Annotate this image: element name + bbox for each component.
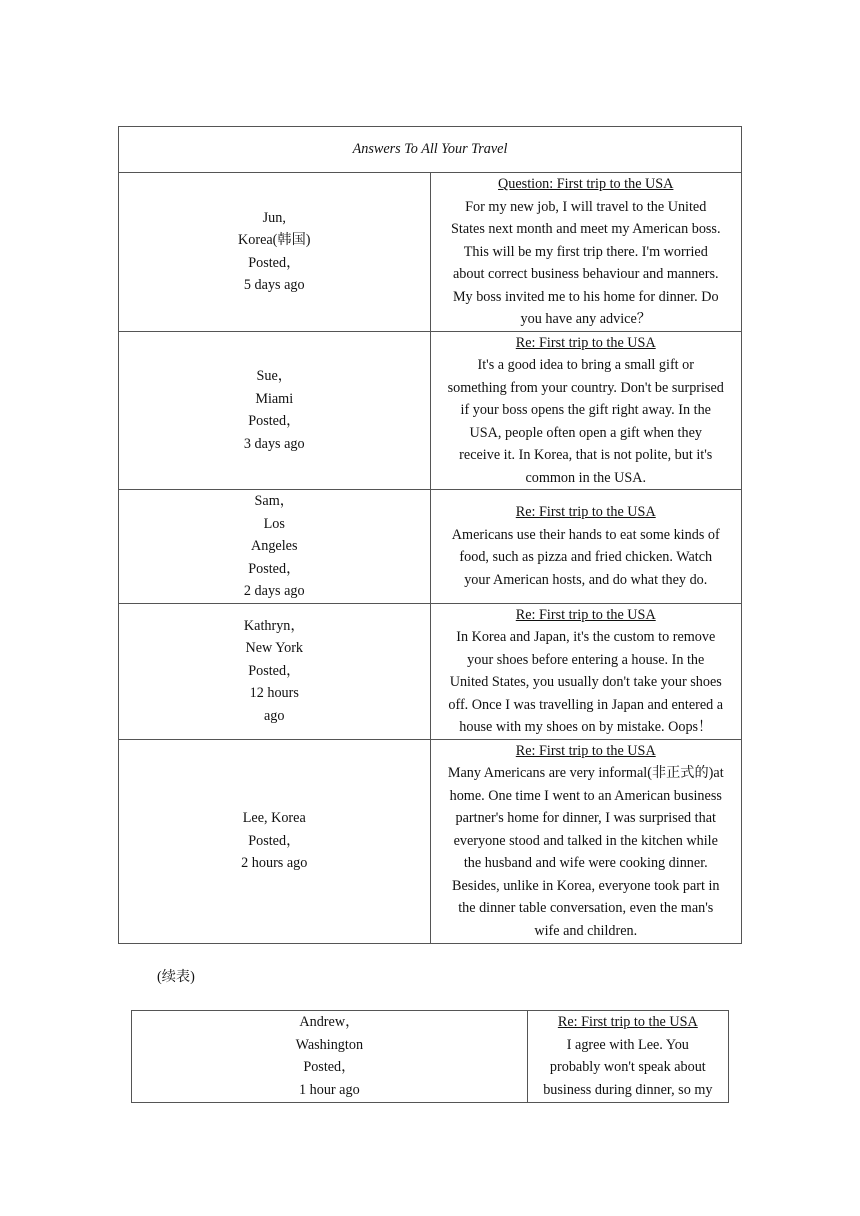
post-body: Re: First trip to the USA In Korea and Japan, it's the custom to remove your shoes before entering a house. In the United States, you usually don't take your shoes off. Once I was travelling in Japan and entered a house with my shoes on by mistake. Oops！ xyxy=(430,603,742,739)
forum-table xyxy=(118,126,742,944)
post-body: Question: First trip to the USA For my new job, I will travel to the United States next month and meet my American boss. This will be my first trip there. I'm worried about correct business behaviour and manners. My boss invited me to his home for dinner. Do you have any advice？ xyxy=(430,173,742,332)
table-title: Answers To All Your Travel xyxy=(119,127,742,173)
post-author: Jun, Korea(韩国) Posted， 5 days ago xyxy=(119,173,431,332)
post-author: Sue， Miami Posted， 3 days ago xyxy=(119,331,431,490)
continued-table xyxy=(131,1010,729,1103)
post-heading: Re: First trip to the USA xyxy=(515,504,656,521)
post-heading: Re: First trip to the USA xyxy=(515,742,656,759)
post-heading: Re: First trip to the USA xyxy=(515,606,656,623)
post-row xyxy=(119,173,742,332)
post-body: Re: First trip to the USA It's a good idea to bring a small gift or something from your country. Don't be surprised if your boss opens the gift right away. In the USA, people often open a gift when they receive it. In Korea, that is not polite, but it's common in the USA. xyxy=(430,331,742,490)
post-row xyxy=(132,1011,729,1103)
post-author: Kathryn， New York Posted， 12 hours ago xyxy=(119,603,431,739)
post-author: Lee, Korea Posted， 2 hours ago xyxy=(119,739,431,943)
post-row xyxy=(119,490,742,604)
table-title-row xyxy=(119,127,742,173)
post-body: Re: First trip to the USA Many Americans are very informal(非正式的)at home. One time I went to an American business partner's home for dinner, I was surprised that everyone stood and talked in the kitchen while the husband and wife were cooking dinner. Besides, unlike in Korea, everyone took part in the dinner table conversation, even the man's wife and children. xyxy=(430,739,742,943)
post-author: Andrew， Washington Posted， 1 hour ago xyxy=(132,1011,528,1103)
post-heading: Question: First trip to the USA xyxy=(498,176,674,192)
post-row xyxy=(119,603,742,739)
post-author: Sam， Los Angeles Posted， 2 days ago xyxy=(119,490,431,604)
post-heading: Re: First trip to the USA xyxy=(515,334,656,351)
post-body: Re: First trip to the USA Americans use their hands to eat some kinds of food, such as pizza and fried chicken. Watch your American hosts, and do what they do. xyxy=(430,490,742,604)
post-heading: Re: First trip to the USA xyxy=(557,1014,698,1030)
post-body: Re: First trip to the USA I agree with Lee. You probably won't speak about business during dinner, so my xyxy=(527,1011,728,1103)
post-row xyxy=(119,331,742,490)
post-row xyxy=(119,739,742,943)
continued-label: (续表) xyxy=(157,969,195,985)
